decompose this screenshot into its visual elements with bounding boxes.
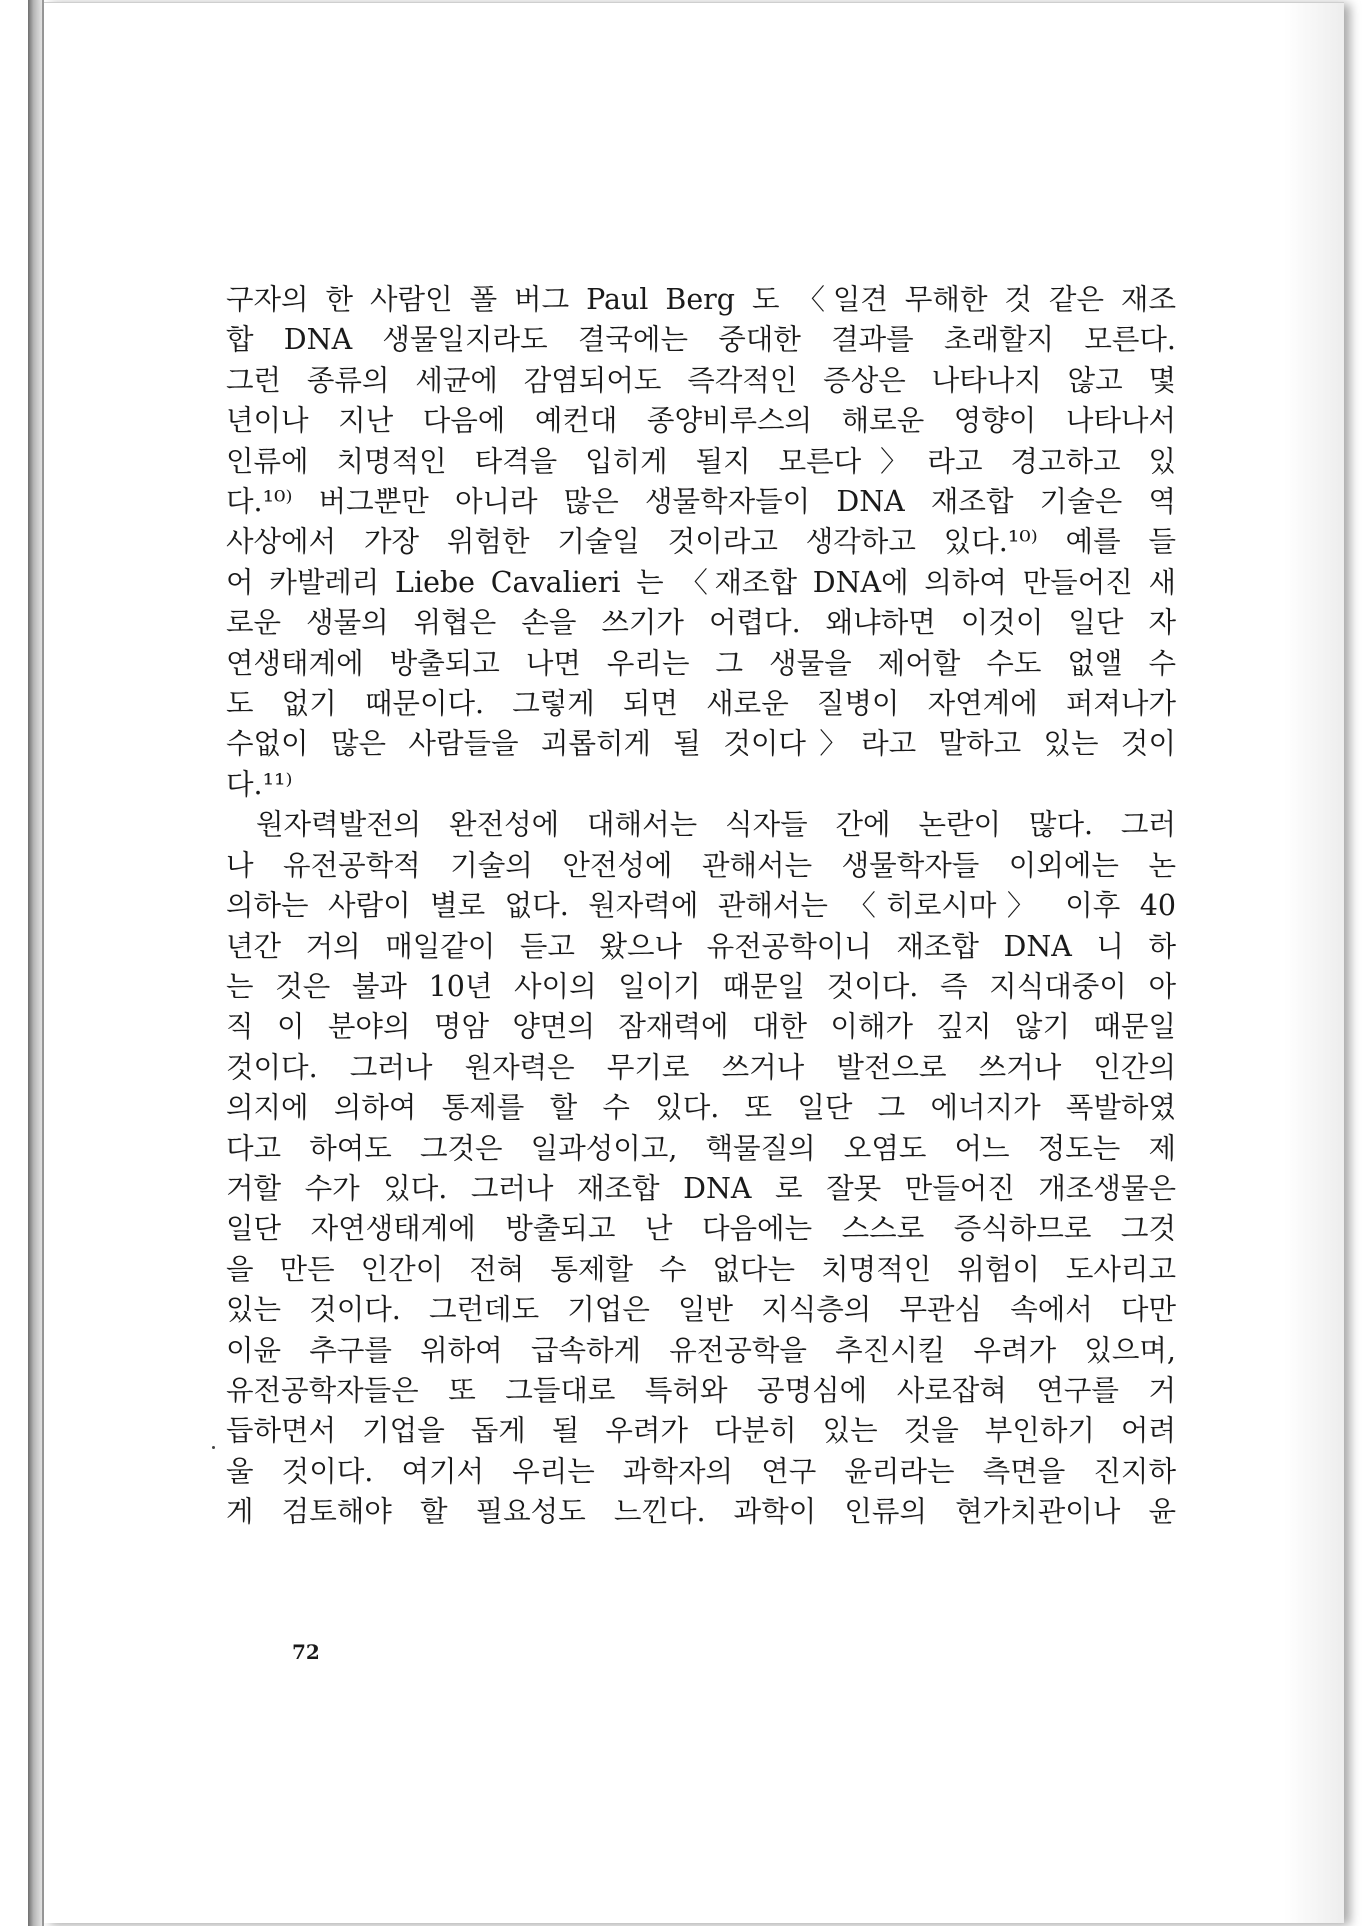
text-line: 직 이 분야의 명암 양면의 잠재력에 대한 이해가 깊지 않기 때문일 <box>226 1010 1176 1044</box>
text-line: 합 DNA 생물일지라도 결국에는 중대한 결과를 초래할지 모른다. <box>226 323 1176 357</box>
text-line: 로운 생물의 위협은 손을 쓰기가 어렵다. 왜냐하면 이것이 일단 자 <box>226 606 1176 640</box>
text-line: 이윤 추구를 위하여 급속하게 유전공학을 추진시킬 우려가 있으며, <box>226 1333 1176 1367</box>
paragraph-2 <box>226 805 1176 1532</box>
text-line: 있는 것이다. 그런데도 기업은 일반 지식층의 무관심 속에서 다만 <box>226 1293 1176 1327</box>
text-line: 다.¹¹⁾ <box>226 767 293 801</box>
paragraph-1 <box>226 280 1176 805</box>
book-spine-shadow <box>28 0 42 1926</box>
text-line: 나 유전공학적 기술의 안전성에 관해서는 생물학자들 이외에는 논 <box>226 848 1176 882</box>
text-line: 게 검토해야 할 필요성도 느낀다. 과학이 인류의 현가치관이나 윤 <box>226 1495 1176 1529</box>
body-text <box>226 280 1176 1533</box>
text-line: 것이다. 그러나 원자력은 무기로 쓰거나 발전으로 쓰거나 인간의 <box>226 1050 1176 1084</box>
text-line: 유전공학자들은 또 그들대로 특허와 공명심에 사로잡혀 연구를 거 <box>226 1373 1176 1407</box>
text-line: 을 만든 인간이 전혀 통제할 수 없다는 치명적인 위험이 도사리고 <box>226 1252 1176 1286</box>
text-line: 어 카발레리 Liebe Cavalieri 는 〈재조합 DNA에 의하여 만들어진 새 <box>226 565 1176 599</box>
text-line: 도 없기 때문이다. 그렇게 되면 새로운 질병이 자연계에 퍼져나가 <box>226 687 1176 721</box>
scan-speck <box>212 1446 215 1449</box>
text-line: 년이나 지난 다음에 예컨대 종양비루스의 해로운 영향이 나타나서 <box>226 404 1176 438</box>
text-line: 의지에 의하여 통제를 할 수 있다. 또 일단 그 에너지가 폭발하였 <box>226 1091 1176 1125</box>
text-line: 의하는 사람이 별로 없다. 원자력에 관해서는 〈히로시마〉 이후 40 <box>226 889 1176 923</box>
text-line: 그런 종류의 세균에 감염되어도 즉각적인 증상은 나타나지 않고 몇 <box>226 363 1176 397</box>
text-line: 다.¹⁰⁾ 버그뿐만 아니라 많은 생물학자들이 DNA 재조합 기술은 역 <box>226 485 1176 519</box>
text-line: 다고 하여도 그것은 일과성이고, 핵물질의 오염도 어느 정도는 제 <box>226 1131 1176 1165</box>
text-line: 일단 자연생태계에 방출되고 난 다음에는 스스로 증식하므로 그것 <box>226 1212 1176 1246</box>
text-line: 는 것은 불과 10년 사이의 일이기 때문일 것이다. 즉 지식대중이 아 <box>226 969 1176 1003</box>
text-line: 인류에 치명적인 타격을 입히게 될지 모른다〉라고 경고하고 있 <box>226 444 1176 478</box>
text-line: 사상에서 가장 위험한 기술일 것이라고 생각하고 있다.¹⁰⁾ 예를 들 <box>226 525 1176 559</box>
text-line: 년간 거의 매일같이 듣고 왔으나 유전공학이니 재조합 DNA 니 하 <box>226 929 1176 963</box>
text-line: 수없이 많은 사람들을 괴롭히게 될 것이다〉라고 말하고 있는 것이 <box>226 727 1176 761</box>
page-number: 72 <box>292 1640 320 1664</box>
text-line: 연생태계에 방출되고 나면 우리는 그 생물을 제어할 수도 없앨 수 <box>226 646 1176 680</box>
text-line: 울 것이다. 여기서 우리는 과학자의 연구 윤리라는 측면을 진지하 <box>226 1454 1176 1488</box>
text-line: 듭하면서 기업을 돕게 될 우려가 다분히 있는 것을 부인하기 어려 <box>226 1414 1176 1448</box>
text-line: 원자력발전의 완전성에 대해서는 식자들 간에 논란이 많다. 그러 <box>256 808 1176 842</box>
text-line: 거할 수가 있다. 그러나 재조합 DNA 로 잘못 만들어진 개조생물은 <box>226 1171 1176 1205</box>
page-right-shade <box>1284 3 1344 1923</box>
text-line: 구자의 한 사람인 폴 버그 Paul Berg 도 〈일견 무해한 것 같은 재조 <box>226 283 1176 316</box>
